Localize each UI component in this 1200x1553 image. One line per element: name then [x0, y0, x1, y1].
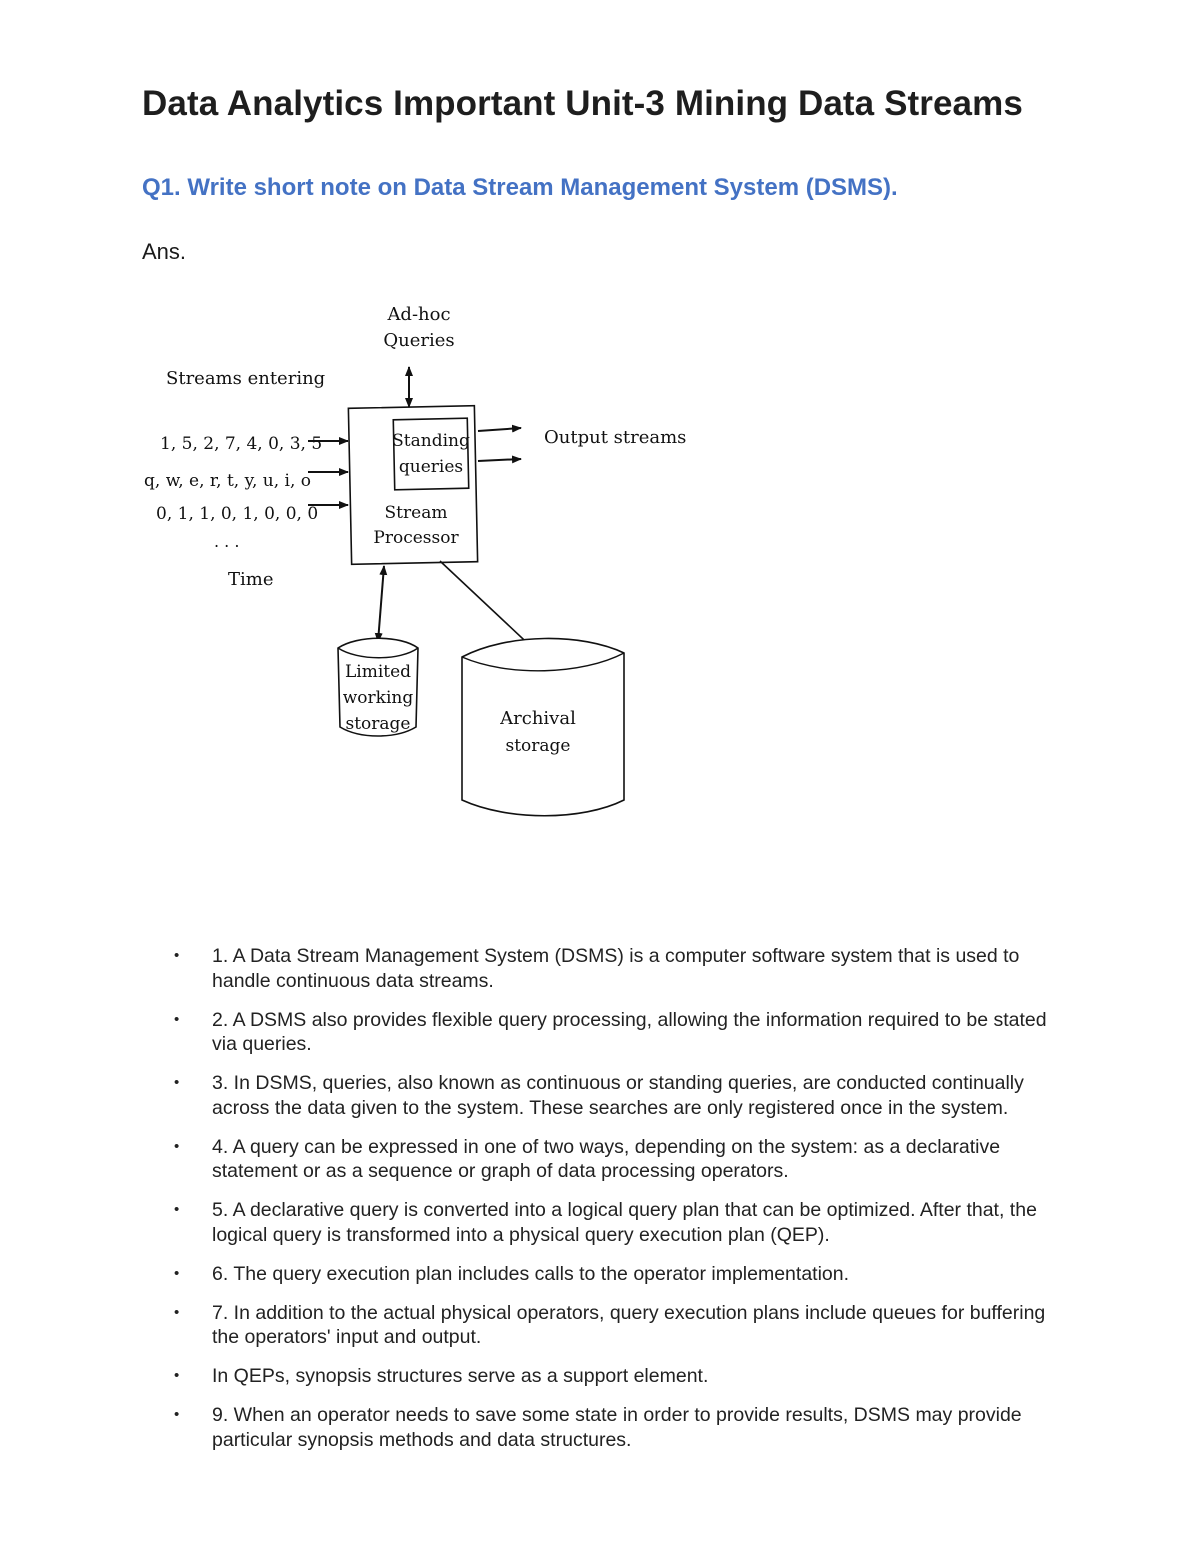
bullet-icon: • — [174, 1264, 180, 1282]
bullet-icon: • — [174, 1303, 180, 1321]
list-item-text: 6. The query execution plan includes calls to the operator implementation. — [212, 1262, 850, 1285]
output-streams-label: Output streams — [544, 427, 687, 448]
list-item — [170, 1403, 1070, 1452]
output-arrow-2 — [478, 459, 521, 461]
list-item-text: 7. In addition to the actual physical operators, query execution plans include queues for buffering the operators' input and output. — [212, 1301, 1046, 1348]
time-label: Time — [228, 569, 274, 590]
stream-ellipsis: . . . — [214, 532, 240, 551]
bullet-icon: • — [174, 947, 180, 964]
bullet-icon: • — [174, 1367, 180, 1384]
archival-storage-line1: Archival — [500, 708, 576, 729]
standing-queries-line2: queries — [398, 457, 464, 477]
standing-queries-line1: Standing — [392, 431, 470, 451]
bullet-icon: • — [174, 1137, 180, 1155]
list-item-text: 2. A DSMS also provides flexible query processing, allowing the information required to be stated via queries. — [212, 1008, 1047, 1055]
processor-label-line2: Processor — [373, 528, 459, 548]
document-title: Data Analytics Important Unit-3 Mining Data Streams — [142, 84, 1023, 123]
list-item-text: 4. A query can be expressed in one of two ways, depending on the system: as a declarative statement or as a sequence or graph of data processing operators. — [212, 1135, 1001, 1182]
bullet-icon: • — [174, 1010, 180, 1028]
processor-label-line1: Stream — [384, 503, 448, 523]
dsms-diagram — [138, 295, 698, 825]
list-item — [170, 1198, 1070, 1247]
output-arrow-1 — [478, 428, 521, 431]
answer-label: Ans. — [142, 239, 187, 264]
stream-numbers: 1, 5, 2, 7, 4, 0, 3, 5 — [160, 434, 323, 454]
list-item-text: 1. A Data Stream Management System (DSMS) is a computer software system that is used to handle continuous data streams. — [212, 945, 1020, 992]
bullet-icon: • — [174, 1201, 180, 1218]
streams-entering-label: Streams entering — [166, 368, 326, 389]
list-item — [170, 1008, 1070, 1057]
list-item — [170, 1262, 1070, 1287]
question-heading: Q1. Write short note on Data Stream Management System (DSMS). — [142, 174, 898, 201]
stream-bits: 0, 1, 1, 0, 1, 0, 0, 0 — [156, 504, 319, 524]
list-item — [170, 944, 1070, 993]
bullet-icon: • — [174, 1406, 180, 1423]
limited-storage-line3: storage — [345, 714, 411, 734]
limited-storage-arrow — [378, 566, 384, 642]
list-item-text: 5. A declarative query is converted into a logical query plan that can be optimized. After that, the logical query is transformed into a physical query execution plan (QEP). — [212, 1199, 1037, 1246]
list-item — [170, 1364, 1070, 1389]
list-item — [170, 1301, 1070, 1350]
adhoc-label-line2: Queries — [383, 330, 455, 351]
archival-storage-line2: storage — [505, 736, 571, 756]
list-item — [170, 1071, 1070, 1120]
limited-storage-line2: working — [342, 688, 414, 708]
list-item — [170, 1135, 1070, 1184]
list-item-text: 3. In DSMS, queries, also known as continuous or standing queries, are conducted continually across the data given to the system. These searches are only registered once in the system. — [212, 1072, 1024, 1119]
list-item-text: In QEPs, synopsis structures serve as a support element. — [212, 1365, 709, 1387]
standing-queries-box — [393, 418, 468, 490]
adhoc-label-line1: Ad-hoc — [387, 304, 451, 325]
stream-letters: q, w, e, r, t, y, u, i, o — [144, 471, 311, 491]
dsms-points-list — [170, 944, 1070, 1467]
list-item-text: 9. When an operator needs to save some state in order to provide results, DSMS may provide particular synopsis methods and data structures. — [212, 1404, 1022, 1451]
limited-storage-line1: Limited — [344, 662, 412, 682]
bullet-icon: • — [174, 1074, 180, 1091]
